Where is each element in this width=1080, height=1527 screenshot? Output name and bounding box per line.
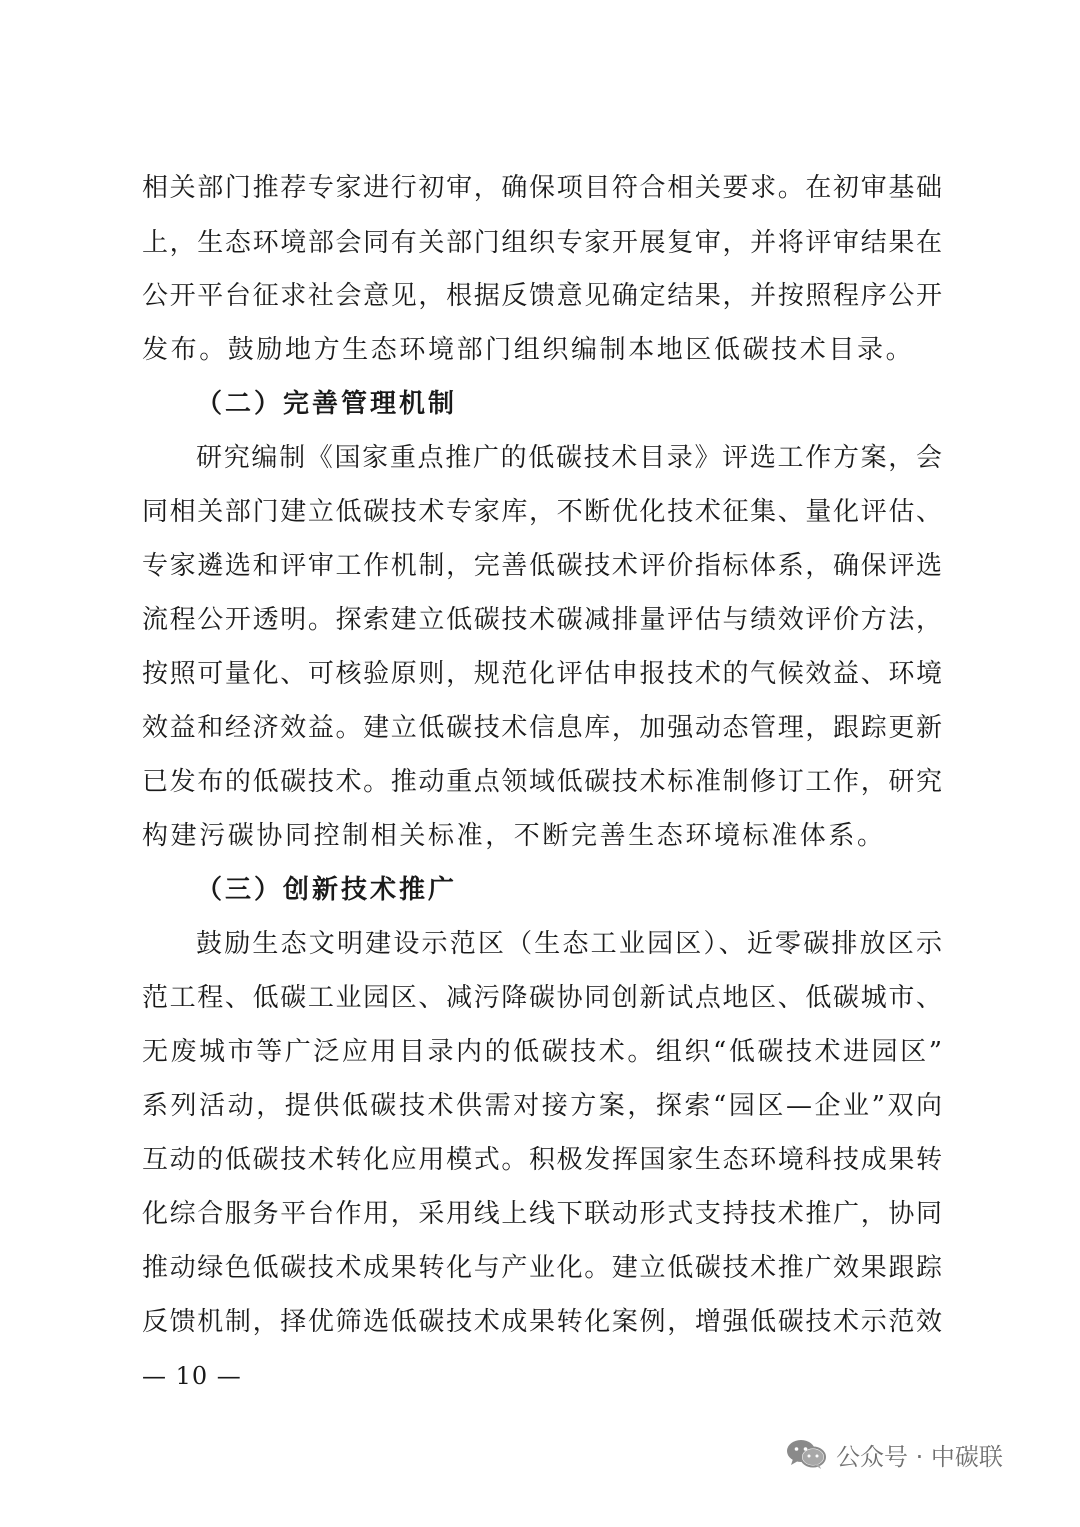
section-heading-3: （三）创新技术推广 <box>196 875 458 905</box>
paragraph-line: 相关部门推荐专家进行初审，确保项目符合相关要求。在初审基础 <box>142 173 942 203</box>
paragraph-line: 构建污碳协同控制相关标准，不断完善生态环境标准体系。 <box>142 821 886 851</box>
paragraph-line: 系列活动，提供低碳技术供需对接方案，探索“园区—企业”双向 <box>142 1091 942 1121</box>
paragraph-line: 公开平台征求社会意见，根据反馈意见确定结果，并按照程序公开 <box>142 281 942 311</box>
wechat-icon <box>786 1438 826 1470</box>
paragraph-line: 上，生态环境部会同有关部门组织专家开展复审，并将评审结果在 <box>142 228 942 258</box>
paragraph-line: 无废城市等广泛应用目录内的低碳技术。组织“低碳技术进园区” <box>142 1037 942 1067</box>
paragraph-line: 发布。鼓励地方生态环境部门组织编制本地区低碳技术目录。 <box>142 335 915 365</box>
wechat-watermark <box>786 1434 1003 1474</box>
section-heading-2: （二）完善管理机制 <box>196 389 458 419</box>
paragraph-line: 效益和经济效益。建立低碳技术信息库，加强动态管理，跟踪更新 <box>142 713 942 743</box>
paragraph-line: 按照可量化、可核验原则，规范化评估申报技术的气候效益、环境 <box>142 659 942 689</box>
page-number: — 10 — <box>142 1362 242 1390</box>
paragraph-line: 反馈机制，择优筛选低碳技术成果转化案例，增强低碳技术示范效 <box>142 1307 942 1337</box>
paragraph-line: 同相关部门建立低碳技术专家库，不断优化技术征集、量化评估、 <box>142 497 942 527</box>
paragraph-line: 范工程、低碳工业园区、减污降碳协同创新试点地区、低碳城市、 <box>142 983 942 1013</box>
paragraph-line: 互动的低碳技术转化应用模式。积极发挥国家生态环境科技成果转 <box>142 1145 942 1175</box>
paragraph-line: 推动绿色低碳技术成果转化与产业化。建立低碳技术推广效果跟踪 <box>142 1253 942 1283</box>
paragraph-line: 流程公开透明。探索建立低碳技术碳减排量评估与绩效评价方法， <box>142 605 942 635</box>
watermark-text: 公众号 · 中碳联 <box>836 1442 1003 1471</box>
paragraph-line: 专家遴选和评审工作机制，完善低碳技术评价指标体系，确保评选 <box>142 551 942 581</box>
paragraph-line: 化综合服务平台作用，采用线上线下联动形式支持技术推广，协同 <box>142 1199 942 1229</box>
paragraph-line: 研究编制《国家重点推广的低碳技术目录》评选工作方案，会 <box>196 443 942 473</box>
paragraph-line: 鼓励生态文明建设示范区（生态工业园区）、近零碳排放区示 <box>196 929 942 959</box>
paragraph-line: 已发布的低碳技术。推动重点领域低碳技术标准制修订工作，研究 <box>142 767 942 797</box>
